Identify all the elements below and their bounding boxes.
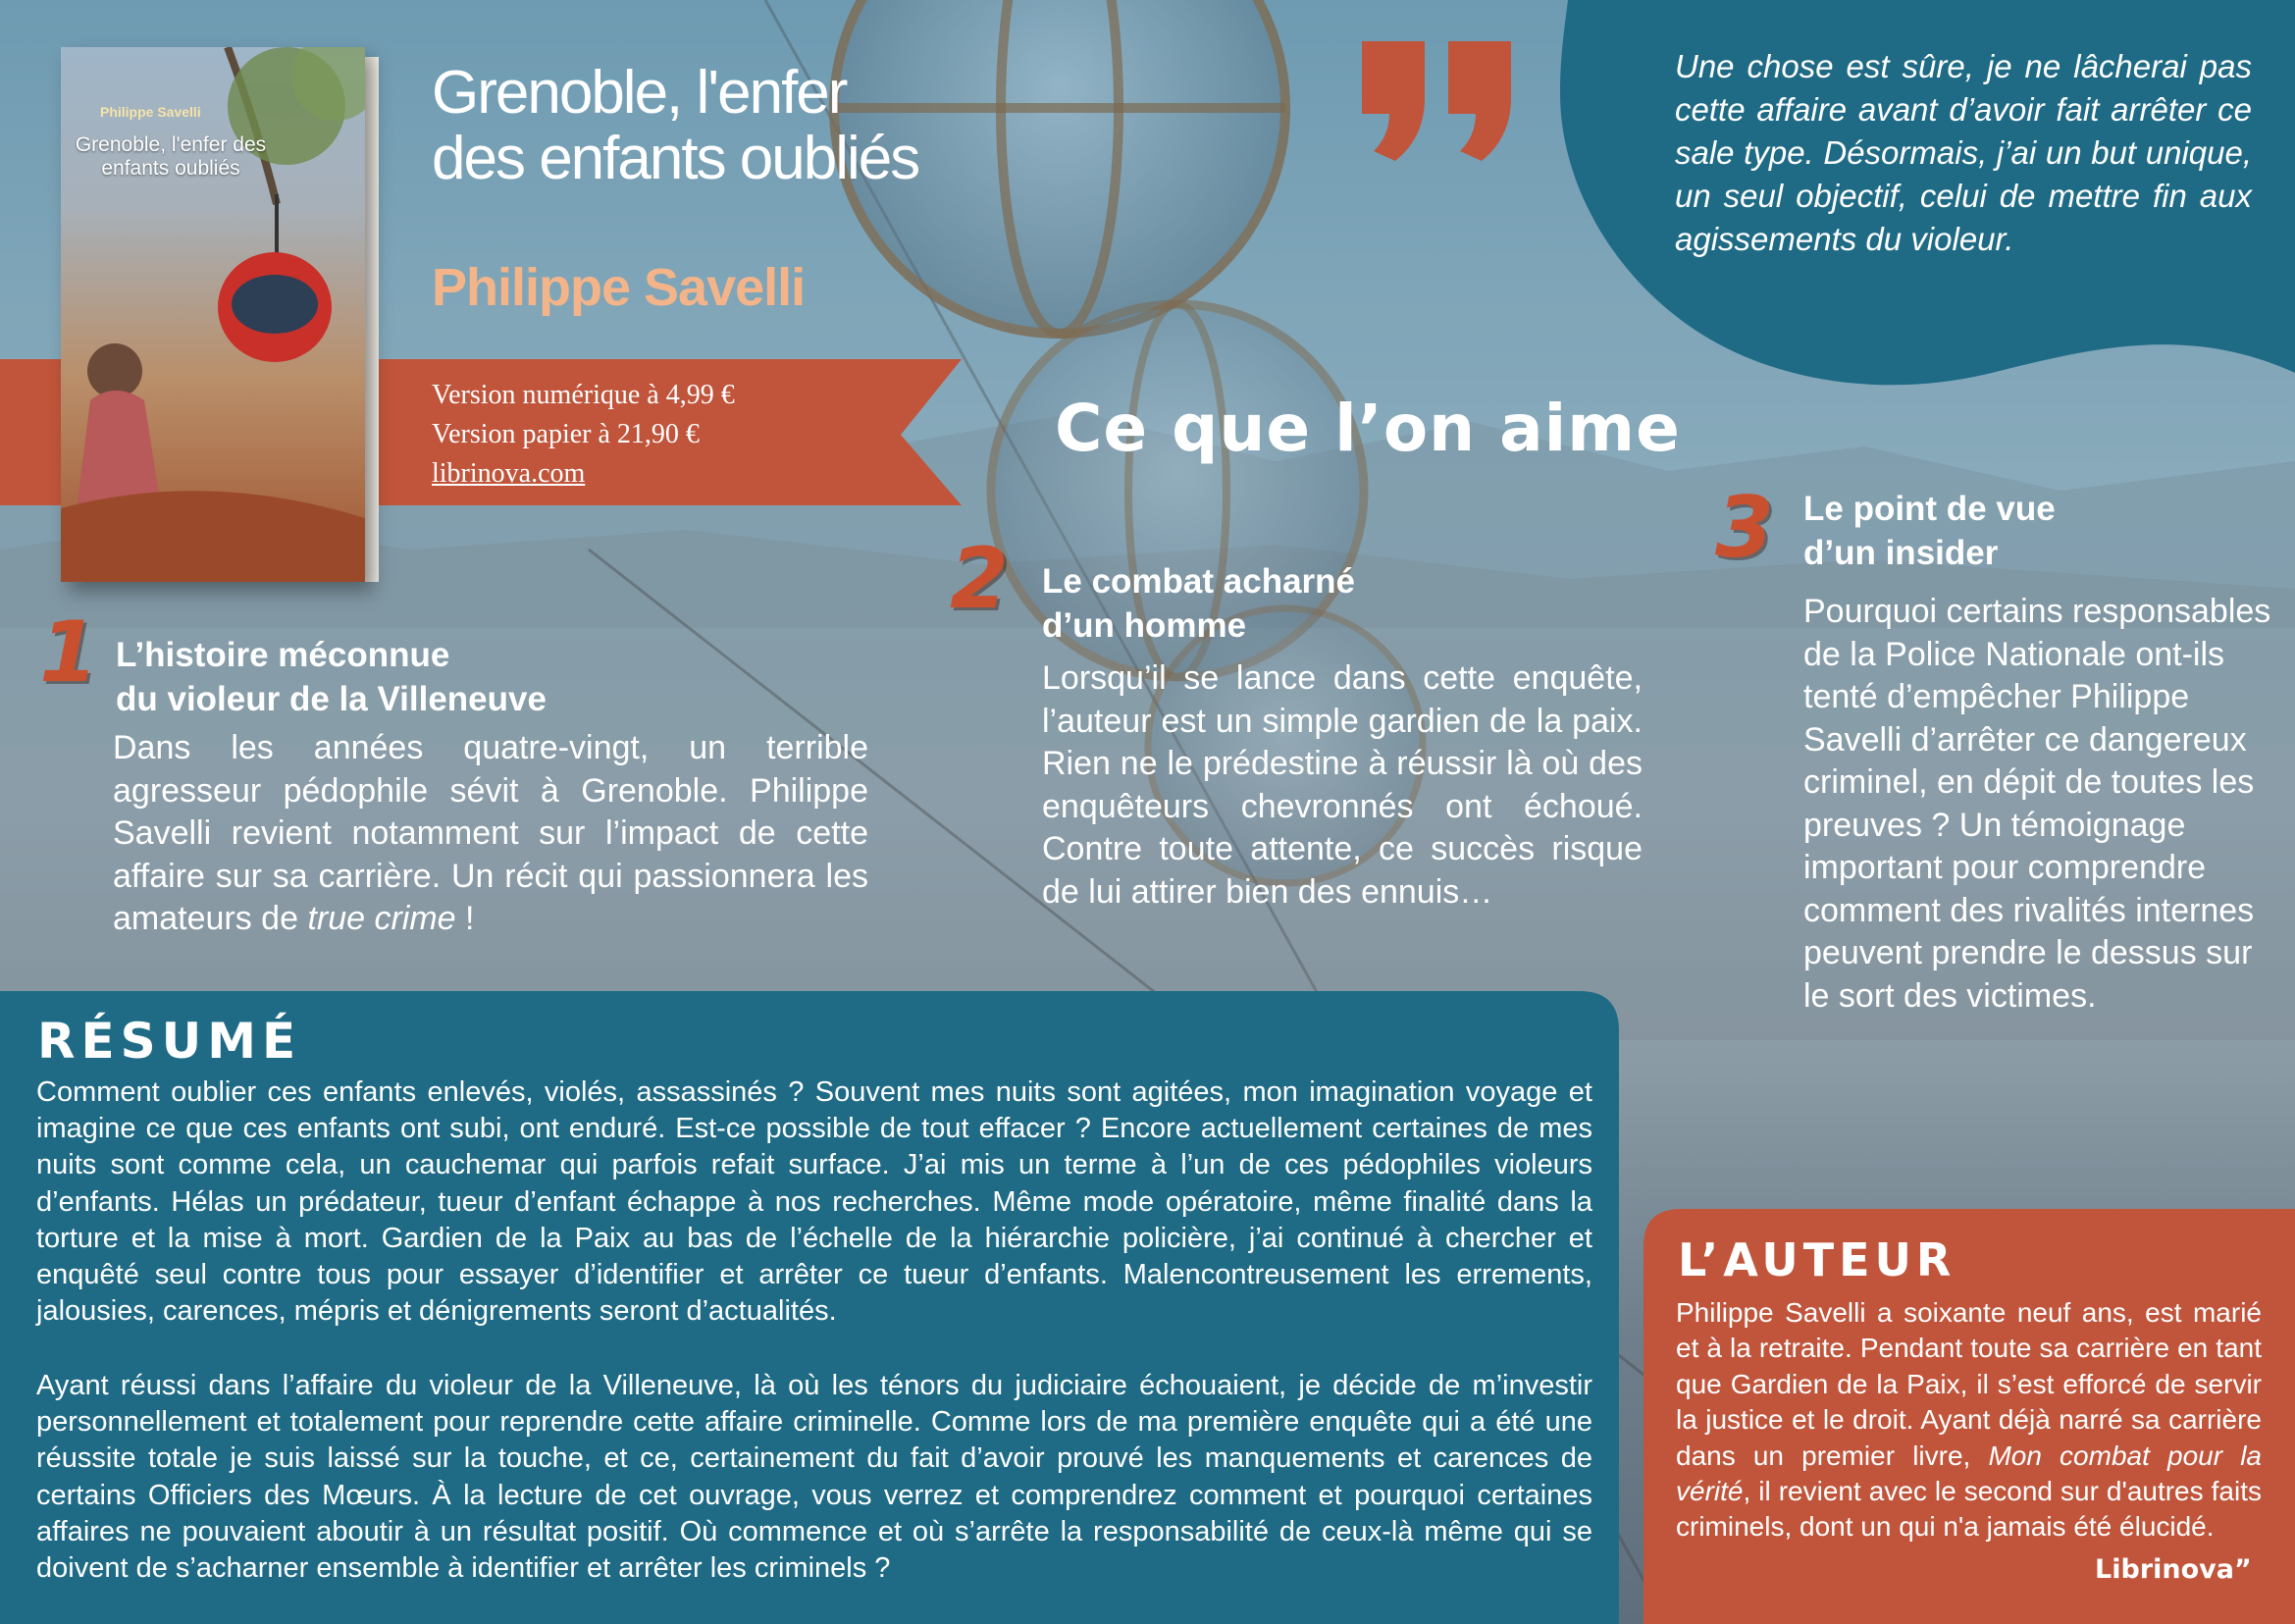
publisher-logo: Librinova” xyxy=(2095,1554,2252,1585)
item-title-1-line1: L’histoire méconnue xyxy=(116,636,450,674)
item-title-1-line2: du violeur de la Villeneuve xyxy=(116,680,547,718)
resume-paragraph-1: Comment oublier ces enfants enlevés, violés, assassinés ? Souvent mes nuits sont agitées, mon imagination voyage et imagine ce que ces enfants ont subi, ont enduré. Est-ce possible de tout effacer ? Encore actuellement certaines de mes nuits sont comme cela, un cauchemar qui parfois refait surface. J’ai mis un terme à l’un de ces pédophiles violeurs d’enfants. Hélas un prédateur, tueur d’enfant échappe à nos recherches. Même mode opératoire, même finalité dans la torture et la mise à mort. Gardien de la Paix au bas de l’échelle de la hiérarchie policière, j’ai continué à chercher et enquêté seul contre tous pour essayer d’identifier et arrêter ce tueur d’enfants. Malencontreusement les errements, jalousies, carences, mépris et dénigrements seront d’actualités. xyxy=(36,1076,1592,1328)
cover-title: Grenoble, l'enfer des enfants oubliés xyxy=(75,133,267,181)
item-title-3-line2: d’un insider xyxy=(1803,534,1999,572)
item-title-2-line1: Le combat acharné xyxy=(1042,562,1355,601)
resume-heading: RÉSUMÉ xyxy=(37,1013,302,1070)
likes-heading: Ce que l’on aime xyxy=(1055,391,1681,466)
item-title-3-line1: Le point de vue xyxy=(1803,490,2056,528)
resume-paragraph-2: Ayant réussi dans l’affaire du violeur de la Villeneuve, là où les ténors du judiciaire échouaient, je décide de m’investir personnellement et totalement pour reprendre cette affaire criminelle. Comme lors de ma première enquête qui a été une réussite totale je suis laissé sur la touche, et ce, certainement du fait d’avoir prouvé les manquements et carences de certains Officiers des Mœurs. À la lecture de cet ouvrage, vous verrez et comprendrez comment et pourquoi certaines affaires ne pouvaient aboutir à un résultat positif. Où commence et où s’arrête la responsabilité de ceux-là même qui se doivent de s’acharner ensemble à identifier et arrêter les criminels ? xyxy=(36,1370,1592,1585)
item-body-1-end: ! xyxy=(455,900,475,937)
item-number-2: 2 xyxy=(950,530,1009,628)
book-title xyxy=(432,61,1040,192)
item-title-2 xyxy=(1042,559,1631,648)
auteur-bio-end: , il revient avec le second sur d'autres faits criminels, dont un qui n'a jamais été élucidé. xyxy=(1676,1476,2262,1543)
book-title-line2: des enfants oubliés xyxy=(432,124,919,192)
price-paper: Version papier à 21,90 € xyxy=(432,419,700,449)
price-digital: Version numérique à 4,99 € xyxy=(432,380,735,410)
book-spine xyxy=(363,57,379,582)
cover-illustration xyxy=(61,47,365,582)
book-cover-face xyxy=(61,47,365,582)
item-number-1: 1 xyxy=(39,603,98,702)
pull-quote: Une chose est sûre, je ne lâcherai pas cette affaire avant d’avoir fait arrêter ce sale type. Désormais, j’ai un but unique, un seul objectif, celui de mettre fin aux agissements du violeur. xyxy=(1675,48,2252,257)
item-title-3 xyxy=(1803,487,2255,575)
book-title-line1: Grenoble, l'enfer xyxy=(432,59,847,127)
auteur-bio-book: Mon combat pour la vérité xyxy=(1676,1440,2262,1507)
item-body-1-text: Dans les années quatre-vingt, un terrible agresseur pédophile sévit à Grenoble. Philippe Savelli revient notamment sur l’impact de cette affaire sur sa carrière. Un récit qui passionnera les amateurs de xyxy=(113,729,868,937)
auteur-bio-text: Philippe Savelli a soixante neuf ans, est marié et à la retraite. Pendant toute sa carrière en tant que Gardien de la Paix, il s’est efforcé de servir la justice et le droit. Ayant déjà narré sa carrière dans un premier livre, xyxy=(1676,1297,2262,1471)
book-cover xyxy=(61,47,365,582)
author-name: Philippe Savelli xyxy=(432,258,806,317)
publisher-link[interactable]: librinova.com xyxy=(432,458,586,489)
auteur-heading: L’AUTEUR xyxy=(1678,1233,1956,1286)
item-body-3: Pourquoi certains responsables de la Police Nationale ont-ils tenté d’empêcher Philippe Savelli d’arrêter ce dangereux criminel, en dépit de toutes les preuves ? Un témoignage important pour comprendre comment des rivalités internes peuvent prendre le dessus sur le sort des victimes. xyxy=(1803,593,2271,1015)
item-body-1 xyxy=(113,727,868,941)
item-number-3: 3 xyxy=(1715,479,1774,577)
cover-author: Philippe Savelli xyxy=(100,104,201,120)
auteur-bio xyxy=(1676,1295,2262,1545)
item-body-2: Lorsqu’il se lance dans cette enquête, l’auteur est un simple gardien de la paix. Rien ne le prédestine à réussir là où des enquêteurs chevronnés ont échoué. Contre toute attente, ce succès risque de lui attirer bien des ennuis… xyxy=(1042,659,1643,911)
item-title-1 xyxy=(116,633,881,721)
item-title-2-line2: d’un homme xyxy=(1042,606,1247,645)
item-body-1-italic: true crime xyxy=(307,900,456,937)
